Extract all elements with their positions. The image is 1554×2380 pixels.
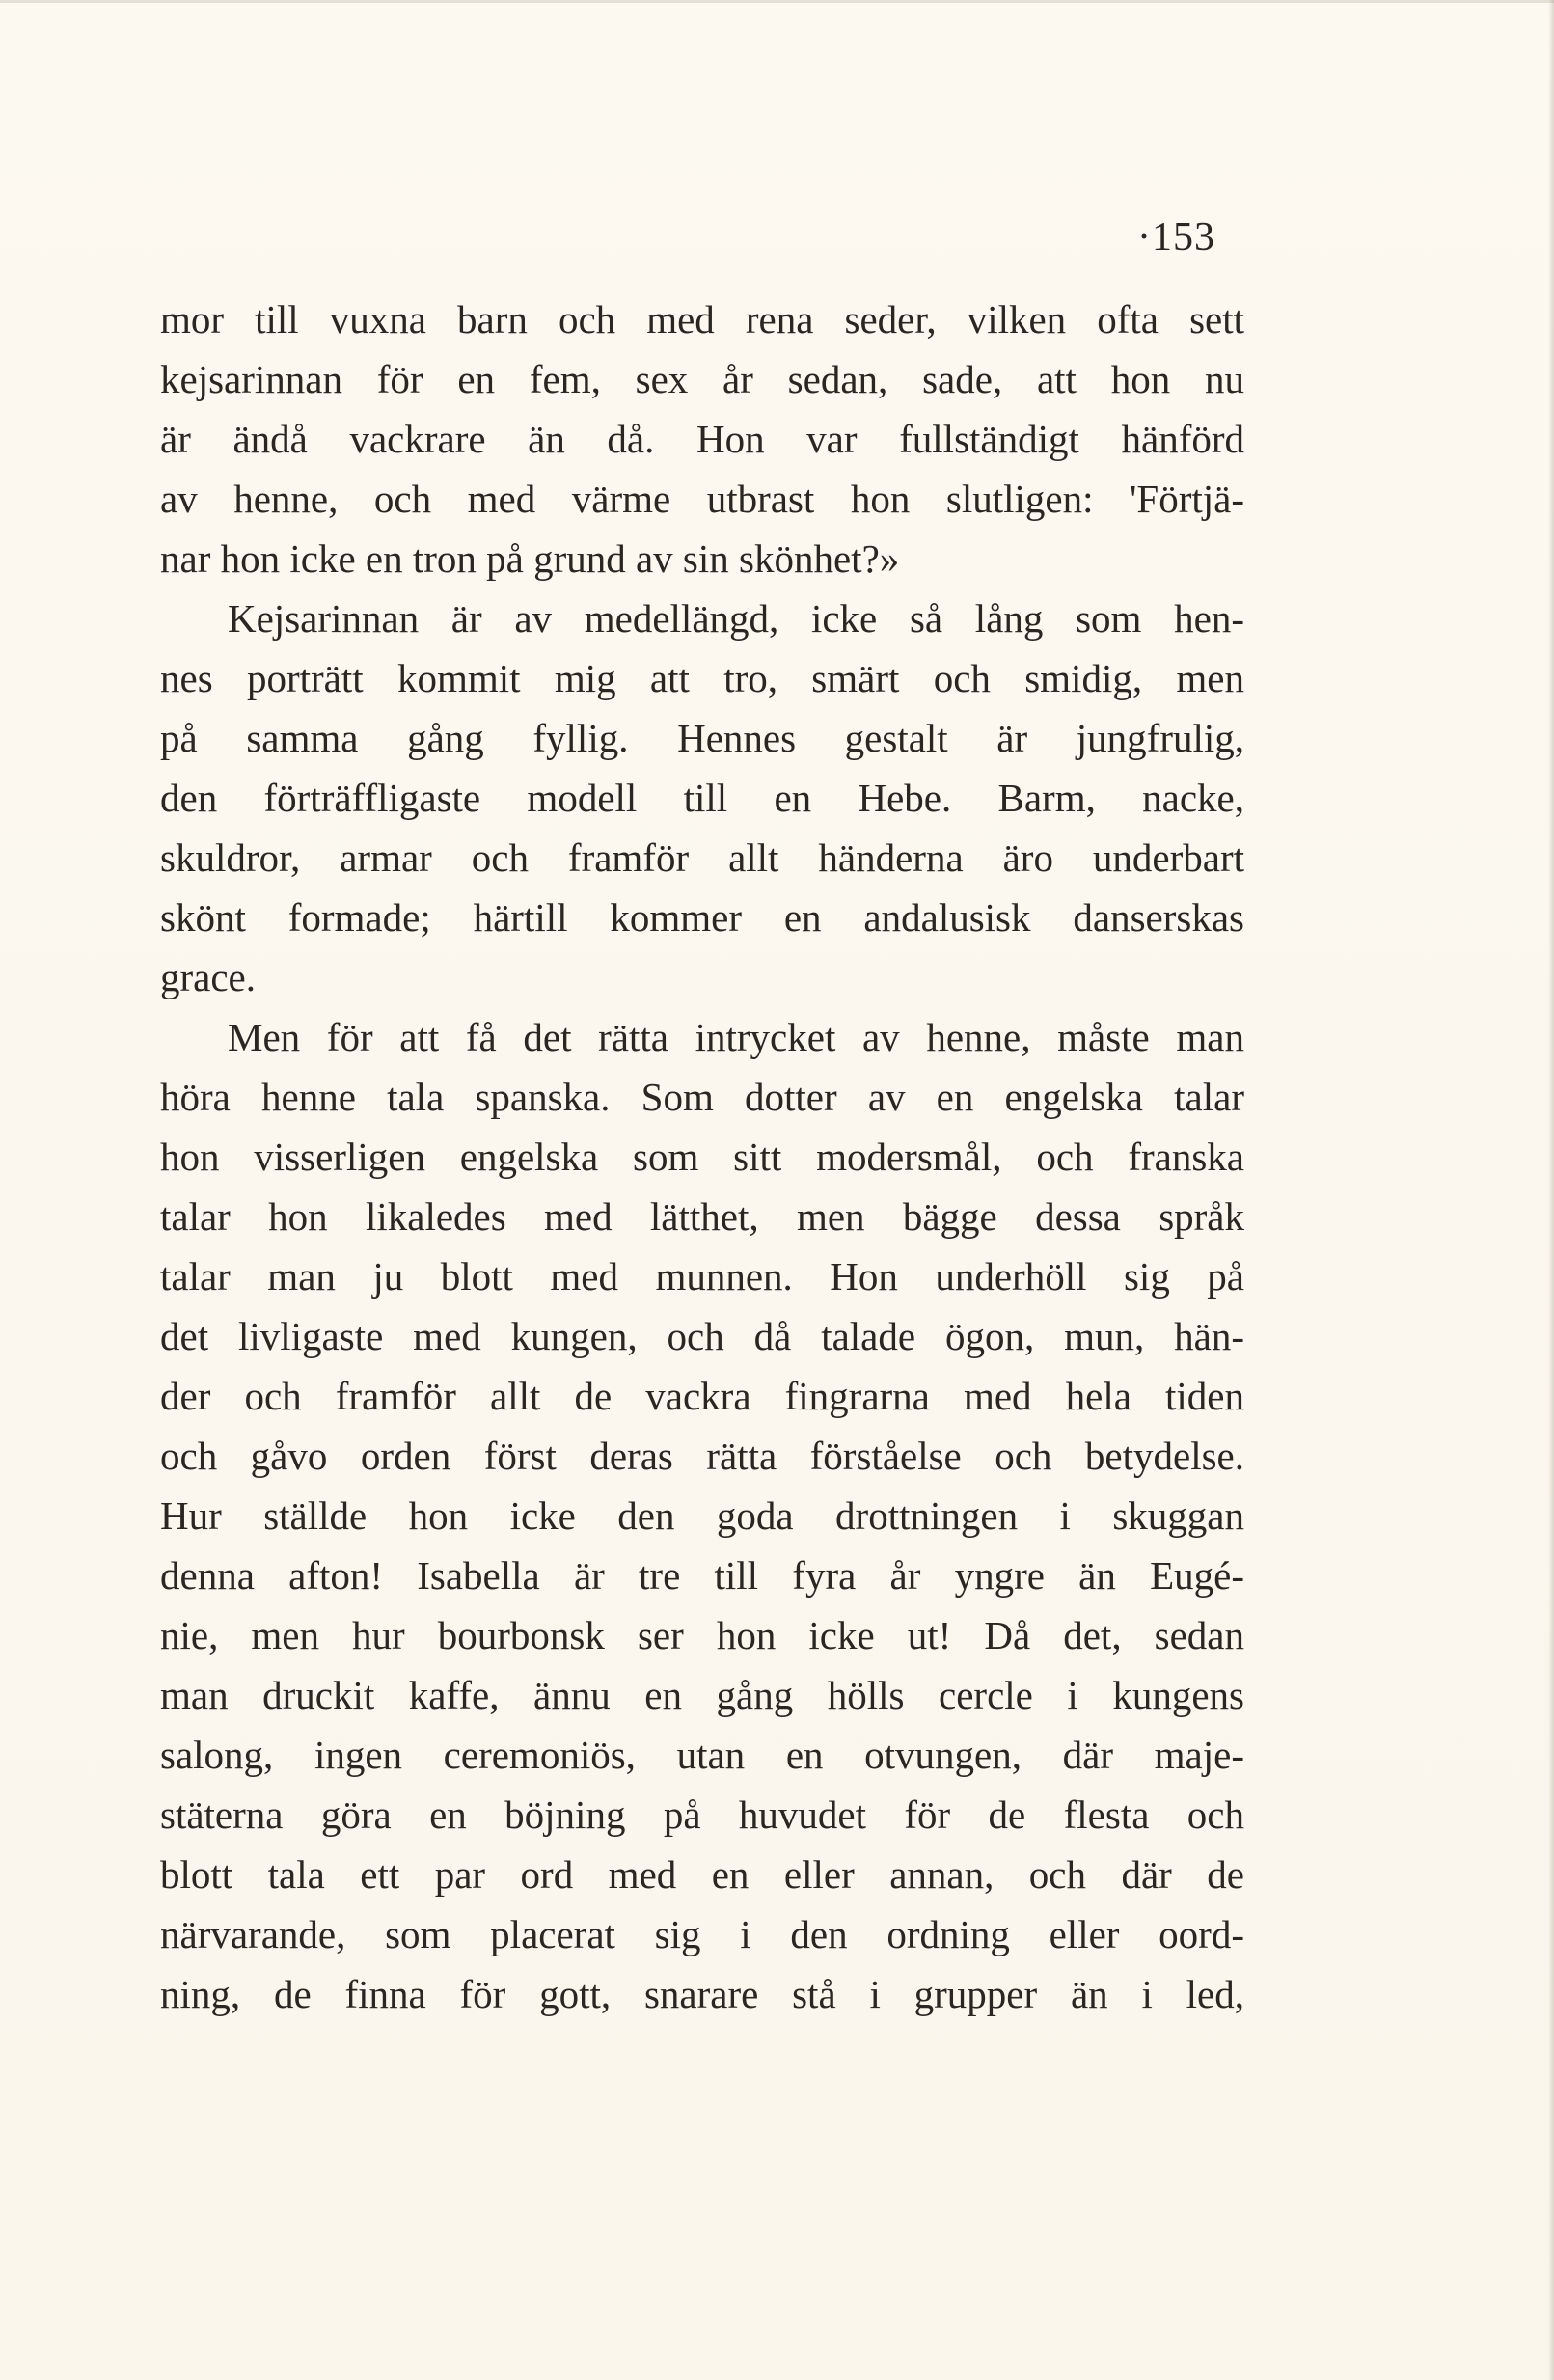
text-line: kejsarinnan för en fem, sex år sedan, sade, att hon nu: [160, 357, 1244, 401]
text-line: Hur ställde hon icke den goda drottningen i skuggan: [160, 1493, 1244, 1538]
text-line: salong, ingen ceremoniös, utan en otvungen, där maje-: [160, 1733, 1244, 1777]
text-line: är ändå vackrare än då. Hon var fullständigt hänförd: [160, 417, 1244, 461]
text-line: stäterna göra en böjning på huvudet för de flesta och: [160, 1792, 1244, 1837]
paragraph-2: [160, 588, 1244, 1007]
text-line: denna afton! Isabella är tre till fyra år yngre än Eugé-: [160, 1553, 1244, 1598]
text-line: den förträffligaste modell till en Hebe. Barm, nacke,: [160, 776, 1244, 820]
paragraph-1: [160, 289, 1244, 588]
text-line: man druckit kaffe, ännu en gång hölls cercle i kungens: [160, 1673, 1244, 1717]
page-top-edge: [0, 0, 1554, 3]
text-line: på samma gång fyllig. Hennes gestalt är jungfrulig,: [160, 716, 1244, 760]
text-line: Kejsarinnan är av medellängd, icke så lång som hen-: [228, 596, 1244, 641]
text-line: höra henne tala spanska. Som dotter av en engelska talar: [160, 1075, 1244, 1119]
text-line: och gåvo orden först deras rätta förståelse och betydelse.: [160, 1434, 1244, 1478]
text-line: talar man ju blott med munnen. Hon underhöll sig på: [160, 1254, 1244, 1299]
text-line: skönt formade; härtill kommer en andalusisk danserskas: [160, 895, 1244, 940]
text-line: nar hon icke en tron på grund av sin skönhet?»: [160, 536, 900, 581]
text-line: grace.: [160, 955, 256, 999]
text-line: närvarande, som placerat sig i den ordning eller oord-: [160, 1912, 1244, 1956]
text-line: mor till vuxna barn och med rena seder, vilken ofta sett: [160, 297, 1244, 342]
text-line: av henne, och med värme utbrast hon slutligen: 'Förtjä-: [160, 477, 1244, 521]
page-number: ·153: [1137, 215, 1215, 260]
text-line: der och framför allt de vackra fingrarna med hela tiden: [160, 1374, 1244, 1418]
text-line: talar hon likaledes med lätthet, men bägge dessa språk: [160, 1194, 1244, 1239]
body-text: [160, 289, 1244, 2024]
page-right-edge: [1548, 0, 1554, 2380]
text-line: blott tala ett par ord med en eller annan, och där de: [160, 1852, 1244, 1897]
text-line: Men för att få det rätta intrycket av henne, måste man: [228, 1015, 1244, 1059]
text-line: nie, men hur bourbonsk ser hon icke ut! Då det, sedan: [160, 1613, 1244, 1657]
text-line: skuldror, armar och framför allt händerna äro underbart: [160, 835, 1244, 880]
text-line: det livligaste med kungen, och då talade ögon, mun, hän-: [160, 1314, 1244, 1358]
text-line: hon visserligen engelska som sitt modersmål, och franska: [160, 1135, 1244, 1179]
text-line: ning, de finna för gott, snarare stå i grupper än i led,: [160, 1972, 1244, 2016]
text-line: nes porträtt kommit mig att tro, smärt och smidig, men: [160, 656, 1244, 700]
paragraph-3: [160, 1007, 1244, 2024]
